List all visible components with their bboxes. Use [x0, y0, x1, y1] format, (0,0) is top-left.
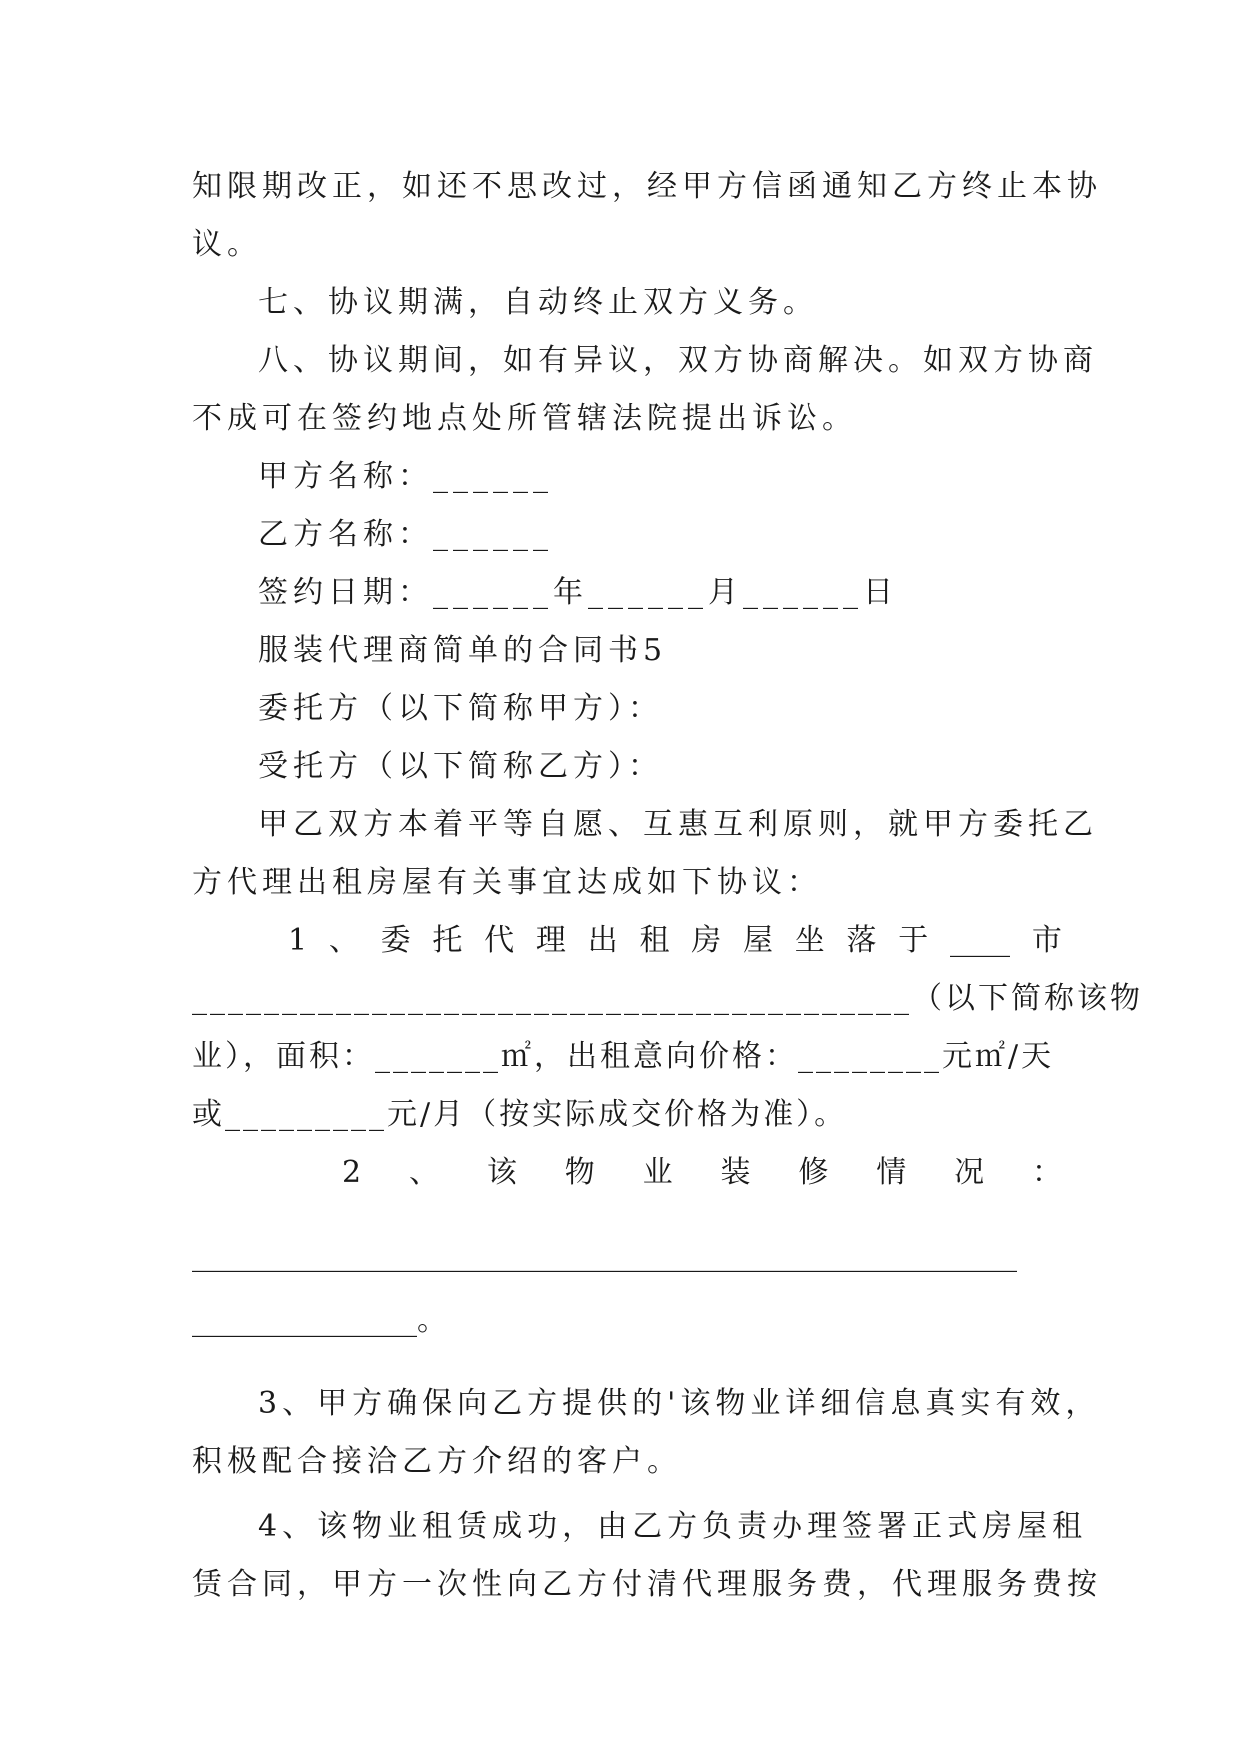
word: 物: [564, 1155, 595, 1190]
paragraph-line: 业），面积：_______㎡，出租意向价格：________元㎡/天: [192, 1039, 1055, 1074]
word: 市: [1031, 923, 1062, 958]
word: 出: [587, 923, 618, 958]
word: 2: [342, 1155, 362, 1190]
party-a-name-line: 甲方名称：______: [258, 459, 553, 494]
blank-line: _______________________________________________________: [192, 1238, 1017, 1273]
blank-field: ____: [950, 923, 1011, 958]
word: 、: [408, 1155, 439, 1190]
word: 坐: [794, 923, 825, 958]
blank-line: _______________。: [192, 1303, 447, 1338]
item-three: 3、甲方确保向乙方提供的'该物业详细信息真实有效，: [258, 1386, 1101, 1421]
paragraph-line: 不成可在签约地点处所管辖法院提出诉讼。: [192, 401, 857, 436]
paragraph-line: 赁合同，甲方一次性向乙方付清代理服务费，代理服务费按: [192, 1567, 1102, 1602]
word: 装: [720, 1155, 751, 1190]
item-one-line: [192, 912, 1062, 970]
preamble: 甲乙双方本着平等自愿、互惠互利原则，就甲方委托乙: [258, 807, 1098, 842]
item-four: 4、该物业租赁成功，由乙方负责办理签署正式房屋租: [258, 1509, 1088, 1544]
principal-party-line: 委托方（以下简称甲方）：: [258, 691, 663, 726]
word: ：: [1031, 1155, 1062, 1190]
paragraph-line: 积极配合接洽乙方介绍的客户。: [192, 1444, 682, 1479]
word: 况: [954, 1155, 985, 1190]
word: 业: [642, 1155, 673, 1190]
signing-date-line: 签约日期：______年______月______日: [258, 575, 898, 610]
word: 落: [846, 923, 877, 958]
word: 托: [432, 923, 463, 958]
paragraph-line: 议。: [192, 227, 262, 262]
item-two-line: [192, 1144, 1062, 1202]
word: 屋: [742, 923, 773, 958]
section-title: 服装代理商简单的合同书5: [258, 633, 668, 668]
paragraph-line: 知限期改正，如还不思改过，经甲方信函通知乙方终止本协: [192, 169, 1102, 204]
word: 于: [898, 923, 929, 958]
clause-seven: 七、协议期满，自动终止双方义务。: [258, 285, 818, 320]
paragraph-line: 方代理出租房屋有关事宜达成如下协议：: [192, 865, 822, 900]
word: 情: [876, 1155, 907, 1190]
word: 房: [691, 923, 722, 958]
clause-eight: 八、协议期间，如有异议，双方协商解决。如双方协商: [258, 343, 1098, 378]
word: 1: [288, 923, 308, 958]
agent-party-line: 受托方（以下简称乙方）：: [258, 749, 663, 784]
word: 代: [484, 923, 515, 958]
word: 、: [328, 923, 359, 958]
word: 该: [486, 1155, 517, 1190]
word: 理: [535, 923, 566, 958]
party-b-name-line: 乙方名称：______: [258, 517, 553, 552]
word: 委: [380, 923, 411, 958]
document-body: [192, 158, 1143, 1614]
paragraph-line: ________________________________________（以下简称该物: [192, 981, 1143, 1016]
word: 租: [639, 923, 670, 958]
paragraph-line: 或_________元/月（按实际成交价格为准）。: [192, 1097, 848, 1132]
word: 修: [798, 1155, 829, 1190]
